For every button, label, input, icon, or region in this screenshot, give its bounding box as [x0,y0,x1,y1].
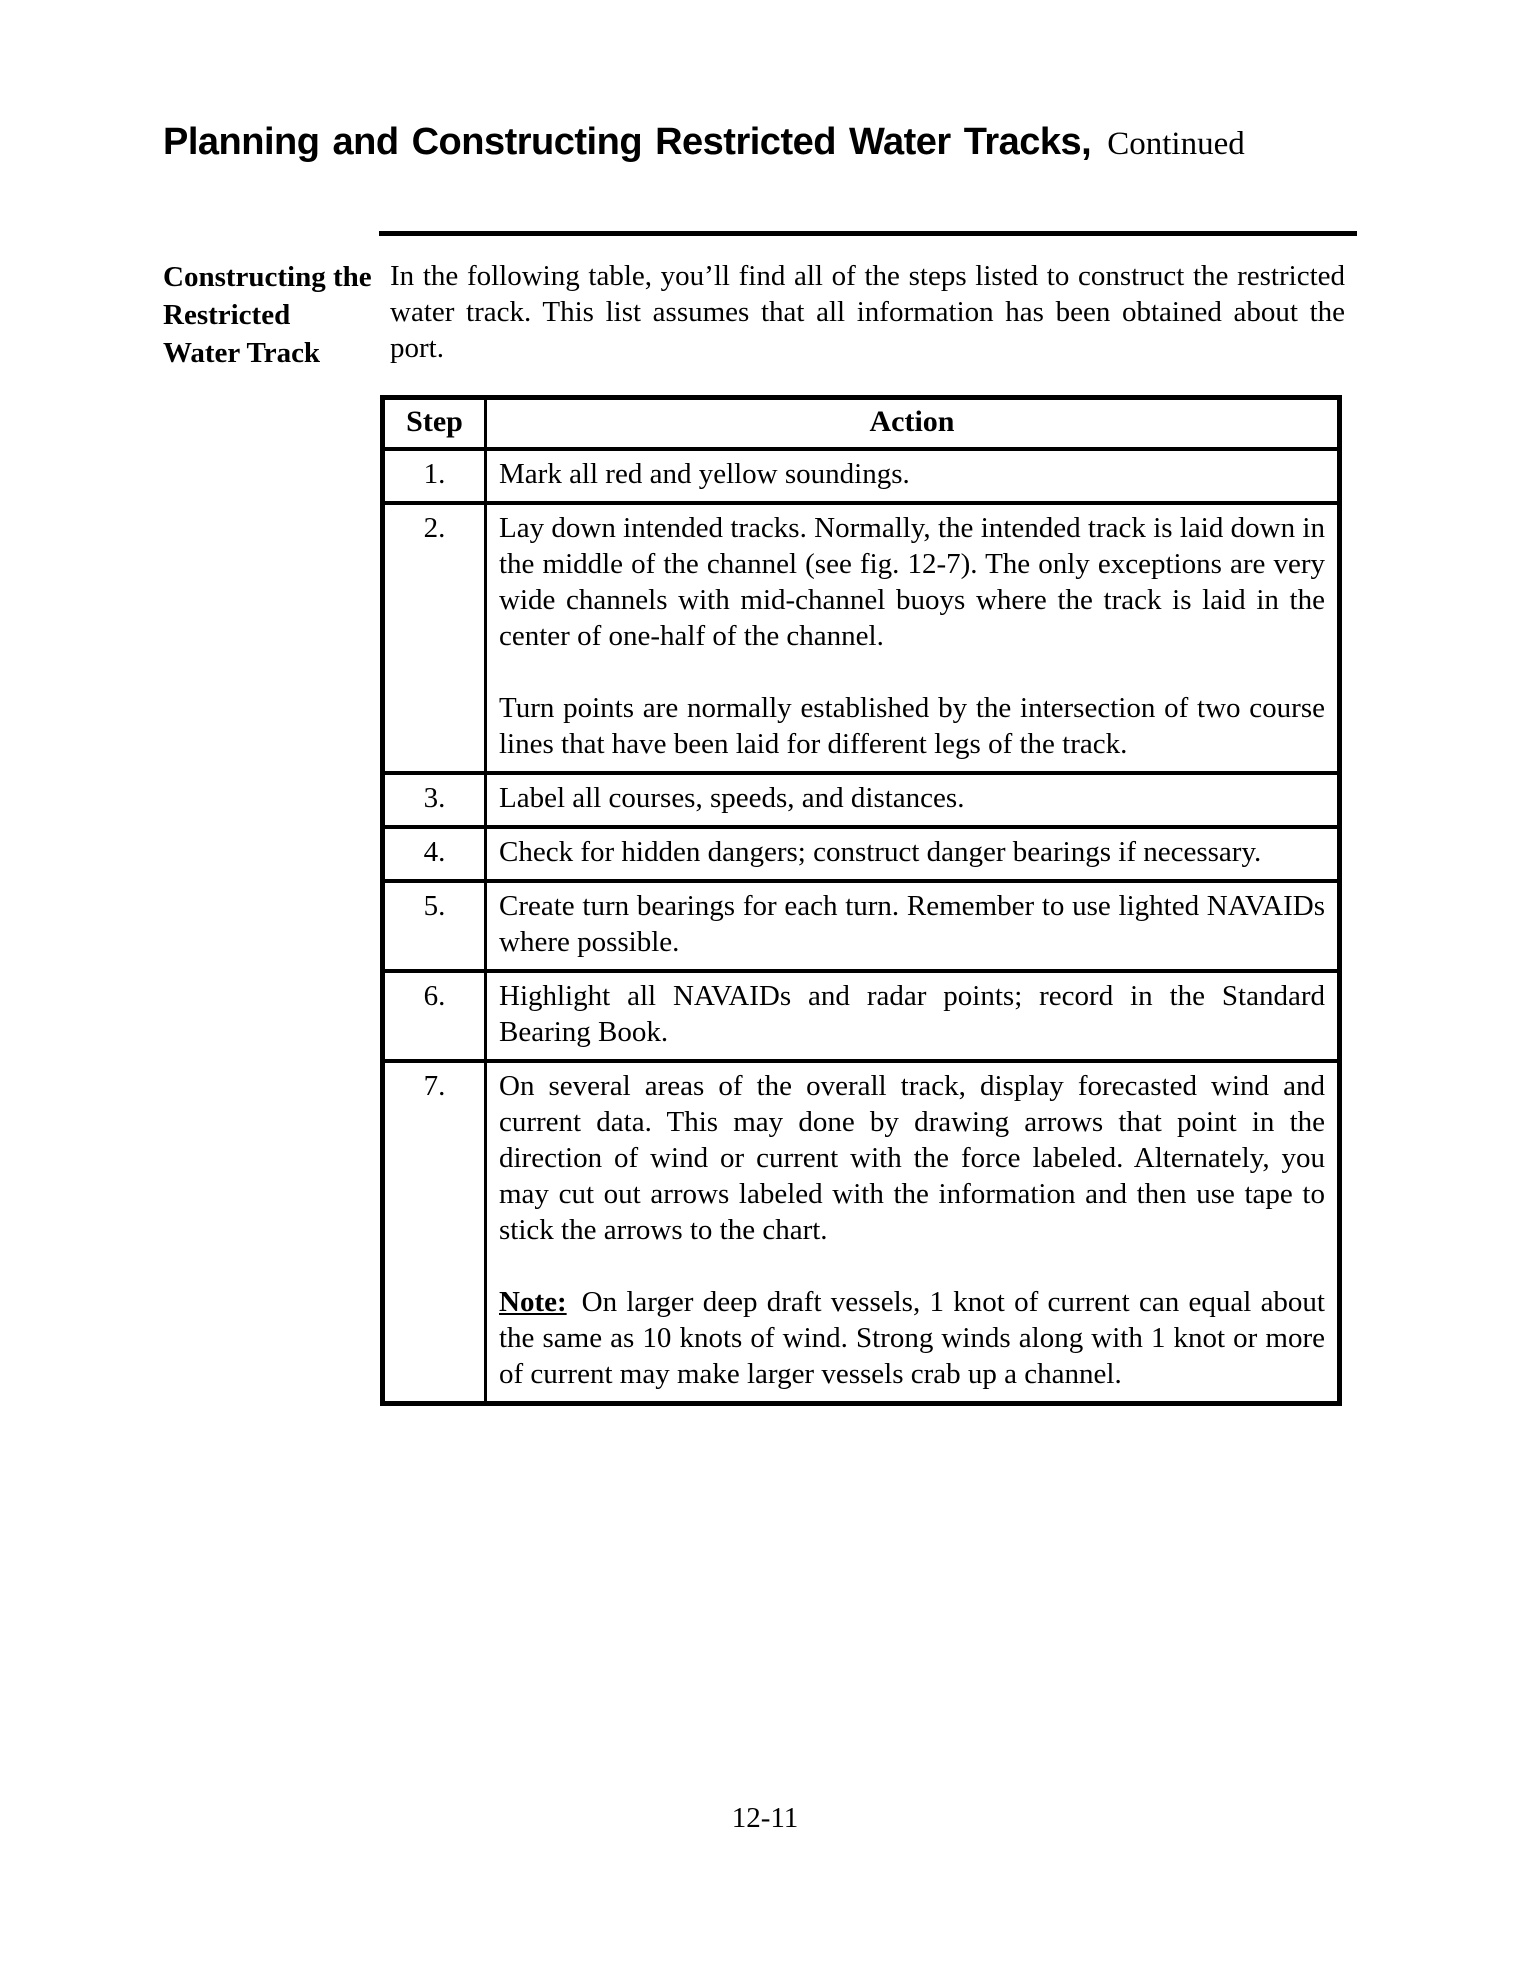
table-row [383,1061,1340,1404]
step-cell: 1. [383,449,486,503]
side-heading-line: Restricted [163,299,291,331]
table-row [383,773,1340,827]
steps-table [380,395,1342,1406]
section-divider-rule [379,231,1357,236]
step-cell: 4. [383,827,486,881]
action-cell [486,971,1340,1061]
side-heading-line: Water Track [163,337,321,369]
action-cell [486,503,1340,773]
action-paragraph: Lay down intended tracks. Normally, the intended track is laid down in the middle of the channel (see fig. 12-7). The only exceptions are very wide channels with mid-channel buoys where the track is laid in the center of one-half of the channel. [499,512,1325,652]
table-header-step: Step [383,398,486,450]
side-heading-line: Constructing the [163,261,372,293]
step-cell: 7. [383,1061,486,1404]
table-row [383,449,1340,503]
note-text: On larger deep draft vessels, 1 knot of current can equal about the same as 10 knots of wind. Strong winds along with 1 knot or more of current may make larger vessels crab up a channel. [499,1286,1325,1390]
section-block [163,258,1345,372]
page-title [163,121,1245,163]
steps-table-container [380,395,1342,1406]
action-cell [486,449,1340,503]
action-paragraph: Turn points are normally established by the intersection of two course lines that have been laid for different legs of the track. [499,692,1325,760]
step-cell: 5. [383,881,486,971]
table-row [383,827,1340,881]
table-header-row [383,398,1340,450]
action-cell [486,773,1340,827]
section-side-heading [163,258,390,372]
action-paragraph: Create turn bearings for each turn. Remember to use lighted NAVAIDs where possible. [499,890,1325,958]
step-cell: 6. [383,971,486,1061]
action-paragraph: Check for hidden dangers; construct danger bearings if necessary. [499,836,1262,868]
action-paragraph: Highlight all NAVAIDs and radar points; record in the Standard Bearing Book. [499,980,1325,1048]
action-paragraph: Mark all red and yellow soundings. [499,458,910,490]
table-header-action: Action [486,398,1340,450]
action-paragraph: Label all courses, speeds, and distances. [499,782,965,814]
action-cell [486,1061,1340,1404]
note-paragraph [499,1284,1325,1392]
page-title-main: Planning and Constructing Restricted Water Tracks, [163,121,1092,163]
page-title-continued: Continued [1107,126,1245,162]
action-cell [486,881,1340,971]
note-label: Note: [499,1286,567,1318]
step-cell: 2. [383,503,486,773]
action-cell [486,827,1340,881]
step-cell: 3. [383,773,486,827]
table-row [383,503,1340,773]
intro-paragraph: In the following table, you’ll find all of the steps listed to construct the restricted water track. This list assumes that all information has been obtained about the port. [390,260,1345,364]
page-number: 12-11 [731,1802,799,1834]
table-row [383,971,1340,1061]
table-row [383,881,1340,971]
action-paragraph: On several areas of the overall track, display forecasted wind and current data. This may done by drawing arrows that point in the direction of wind or current with the force labeled. Alternately, you may cut out arrows labeled with the information and then use tape to stick the arrows to the chart. [499,1070,1325,1246]
